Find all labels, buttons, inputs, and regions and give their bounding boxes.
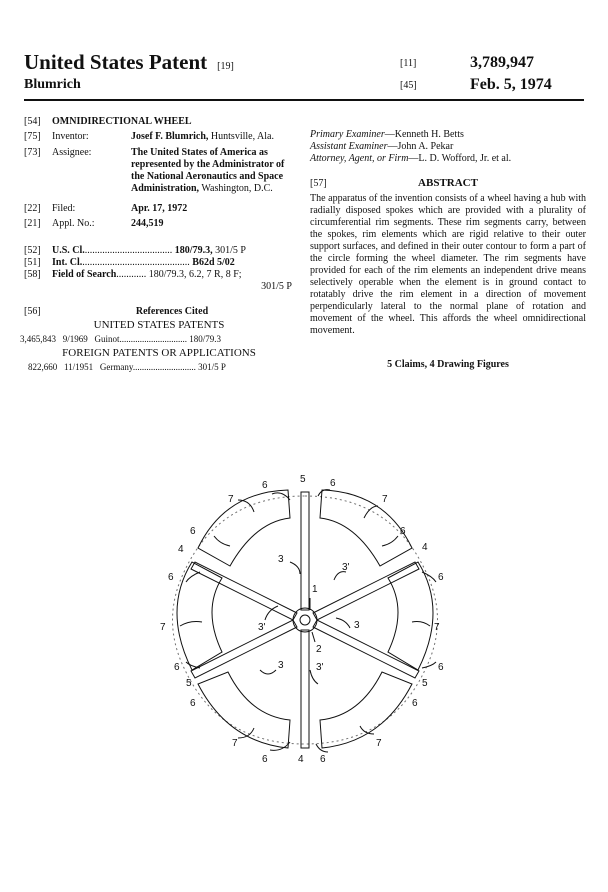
fig-label: 4 xyxy=(422,542,428,553)
fig-label: 7 xyxy=(382,494,388,505)
fig-label: 3 xyxy=(278,554,284,565)
appl-value: 244,519 xyxy=(131,218,164,229)
hub xyxy=(293,608,317,632)
abstract-text: The apparatus of the invention consists of a wheel having a hub with radially disposed spokes which are provided with a plurality of circumferential rim segments. These rim segments carry, between the spokes, rim elements which are rigid relative to their outer support surfaces, and defined in their outer contour to form a part of the circle forming the wheel diameter. The rim segments have provided for each of the rim elements an independent drive means selectively operable when the element is in ground contact to rotatably drive the rim element in a direction of movement perpendicularly lateral to the normal plane of rotation and movement of the wheel. This affords the wheel omnidirectional movement. xyxy=(310,193,586,336)
header-inventor: Blumrich xyxy=(24,77,81,92)
fig-label: 6 xyxy=(262,480,268,491)
fig-label: 6 xyxy=(320,754,326,765)
foreign-patent-row: 822,660 11/1951 Germany............................ 301/5 P xyxy=(28,362,226,372)
abstract-heading: ABSTRACT xyxy=(418,177,478,189)
fig-label: 4 xyxy=(298,754,304,765)
inventor-value: Josef F. Blumrich, Huntsville, Ala. xyxy=(131,131,274,142)
us-patent-row: 3,465,843 9/1969 Guinot.............................. 180/79.3 xyxy=(20,334,222,344)
rim-element xyxy=(177,490,433,748)
fig-label: 1 xyxy=(312,584,318,595)
fig-label: 6 xyxy=(438,662,444,673)
appl-label: Appl. No.: xyxy=(52,218,95,229)
field-code: [58] xyxy=(24,269,41,280)
abstract-code: [57] xyxy=(310,178,327,189)
attorney: Attorney, Agent, or Firm—L. D. Wofford, Jr. et al. xyxy=(310,153,512,164)
refs-heading: References Cited xyxy=(135,306,209,317)
title-tag: [19] xyxy=(217,61,234,72)
fig-label: 6 xyxy=(400,526,406,537)
date-code: [45] xyxy=(400,80,417,91)
refs-code: [56] xyxy=(24,306,41,317)
us-patents-heading: UNITED STATES PATENTS xyxy=(93,319,225,331)
claims-line: 5 Claims, 4 Drawing Figures xyxy=(387,359,509,370)
foreign-patents-heading: FOREIGN PATENTS OR APPLICATIONS xyxy=(62,347,256,359)
assignee-line-2: represented by the Administrator of xyxy=(131,159,285,170)
assignee-line-3: the National Aeronautics and Space xyxy=(131,171,284,182)
field-line: Field of Search............ 180/79.3, 6.2, 7 R, 8 F; xyxy=(52,269,242,280)
int-cl-code: [51] xyxy=(24,257,41,268)
fig-label: 3' xyxy=(258,622,266,633)
assistant-examiner: Assistant Examiner—John A. Pekar xyxy=(310,141,454,152)
fig-label: 7 xyxy=(376,738,382,749)
fig-label: 7 xyxy=(434,622,440,633)
fig-label: 6 xyxy=(262,754,268,765)
fig-label: 3' xyxy=(342,562,350,573)
appl-code: [21] xyxy=(24,218,41,229)
fig-label: 2 xyxy=(316,644,322,655)
fig-label: 5 xyxy=(300,474,306,485)
fig-label: 7 xyxy=(160,622,166,633)
wheel-drawing xyxy=(150,470,460,770)
title-code: [54] xyxy=(24,116,41,127)
inventor-code: [75] xyxy=(24,131,41,142)
fig-label: 3 xyxy=(354,620,360,631)
patent-date: Feb. 5, 1974 xyxy=(470,76,552,93)
filed-code: [22] xyxy=(24,203,41,214)
assignee-label: Assignee: xyxy=(52,147,92,158)
fig-label: 6 xyxy=(330,478,336,489)
fig-label: 6 xyxy=(412,698,418,709)
header-rule xyxy=(24,99,584,101)
fig-label: 7 xyxy=(228,494,234,505)
patent-header-title: United States Patent [19] xyxy=(24,50,234,74)
filed-value: Apr. 17, 1972 xyxy=(131,203,188,214)
fig-label: 3' xyxy=(316,662,324,673)
patent-number-code: [11] xyxy=(400,58,417,69)
field-line-2: 301/5 P xyxy=(261,281,292,292)
primary-examiner: Primary Examiner—Kenneth H. Betts xyxy=(310,129,464,140)
fig-label: 5 xyxy=(186,678,192,689)
fig-label: 4 xyxy=(178,544,184,555)
int-cl-line: Int. Cl............................................ B62d 5/02 xyxy=(52,257,235,268)
assignee-code: [73] xyxy=(24,147,41,158)
inventor-label: Inventor: xyxy=(52,131,89,142)
assignee-line-4: Administration, Washington, D.C. xyxy=(131,183,273,194)
us-cl-line: U.S. Cl.................................... 180/79.3, 301/5 P xyxy=(52,245,246,256)
fig-label: 6 xyxy=(438,572,444,583)
fig-label: 6 xyxy=(168,572,174,583)
assignee-line-1: The United States of America as xyxy=(131,147,268,158)
fig-label: 5 xyxy=(422,678,428,689)
patent-number: 3,789,947 xyxy=(470,54,534,71)
fig-label: 6 xyxy=(190,698,196,709)
invention-title: OMNIDIRECTIONAL WHEEL xyxy=(52,116,192,127)
fig-label: 7 xyxy=(232,738,238,749)
fig-label: 6 xyxy=(190,526,196,537)
fig-label: 6 xyxy=(174,662,180,673)
us-cl-code: [52] xyxy=(24,245,41,256)
spokes xyxy=(191,492,419,748)
fig-label: 3 xyxy=(278,660,284,671)
filed-label: Filed: xyxy=(52,203,76,214)
